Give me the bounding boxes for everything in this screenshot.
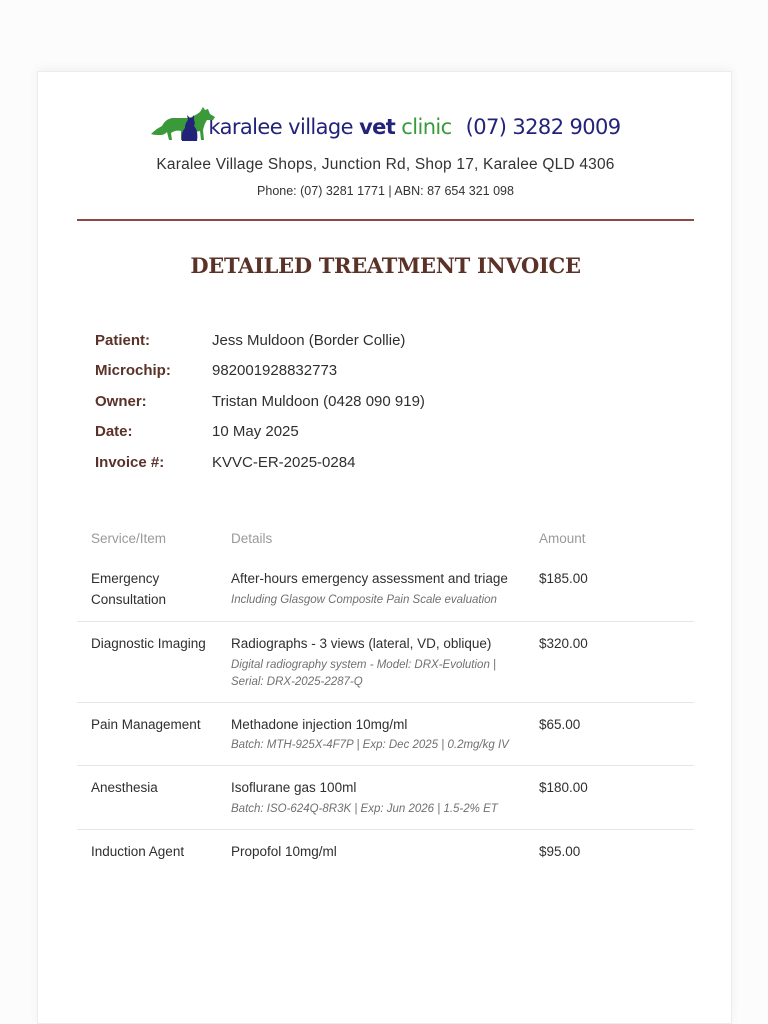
header-details: Details [231, 531, 273, 546]
row-details-main: After-hours emergency assessment and triage [231, 571, 508, 586]
table-row [77, 557, 694, 622]
row-details [231, 715, 539, 755]
row-details-main: Propofol 10mg/ml [231, 843, 337, 859]
row-item: Pain Management [91, 716, 201, 732]
clinic-address: Karalee Village Shops, Junction Rd, Shop 17, Karalee QLD 4306 [156, 156, 615, 173]
info-label: Date: [95, 423, 133, 441]
header-amount: Amount [539, 531, 586, 546]
info-value: 982001928832773 [212, 362, 338, 380]
info-value: KVVC-ER-2025-0284 [212, 453, 356, 471]
row-details-main: Isoflurane gas 100ml [231, 780, 357, 795]
row-item: Emergency Consultation [91, 571, 167, 607]
table-row [77, 703, 694, 767]
row-details-main: Radiographs - 3 views (lateral, VD, oblique) [231, 636, 492, 651]
row-amount: $95.00 [539, 843, 581, 859]
dog-and-cat-silhouette-icon [150, 104, 218, 144]
row-details [231, 634, 539, 691]
row-amount: $320.00 [539, 636, 588, 651]
row-amount: $185.00 [539, 571, 588, 586]
clinic-name-clinic: clinic [395, 115, 452, 139]
row-amount: $65.00 [539, 716, 581, 732]
services-table [77, 531, 694, 873]
info-value: 10 May 2025 [212, 423, 299, 441]
info-label: Owner: [95, 392, 147, 410]
clinic-name-vet: vet [359, 115, 396, 139]
row-item: Diagnostic Imaging [91, 636, 206, 651]
info-value: Jess Muldoon (Border Collie) [212, 331, 406, 349]
table-header [77, 531, 694, 557]
patient-info [95, 325, 425, 478]
info-value: Tristan Muldoon (0428 090 919) [212, 392, 425, 410]
info-row-owner [95, 386, 425, 417]
invoice-page [37, 71, 732, 1024]
row-details [231, 778, 539, 818]
row-details-main: Methadone injection 10mg/ml [231, 716, 408, 732]
info-label: Patient: [95, 331, 151, 349]
header-service-item: Service/Item [91, 531, 167, 546]
clinic-logo-phone: (07) 3282 9009 [465, 115, 621, 139]
header-divider [77, 219, 694, 221]
info-label: Microchip: [95, 362, 171, 380]
row-details [231, 842, 539, 863]
row-details-note: Batch: ISO-624Q-8R3K | Exp: Jun 2026 | 1.5-2% ET [231, 802, 498, 815]
table-row [77, 766, 694, 830]
clinic-name: karalee village [208, 115, 360, 139]
row-item: Induction Agent [91, 843, 185, 859]
info-row-microchip [95, 356, 425, 387]
row-details-note: Including Glasgow Composite Pain Scale evaluation [231, 593, 497, 606]
row-details [231, 569, 539, 610]
clinic-logo-wordmark [208, 115, 620, 139]
row-details-note: Digital radiography system - Model: DRX-Evolution | Serial: DRX-2025-2287-Q [231, 658, 497, 688]
info-row-invoice-number [95, 447, 425, 478]
info-row-date [95, 417, 425, 448]
clinic-contact: Phone: (07) 3281 1771 | ABN: 87 654 321 098 [257, 184, 514, 198]
table-row [77, 830, 694, 874]
row-details-note: Batch: MTH-925X-4F7P | Exp: Dec 2025 | 0.2mg/kg IV [231, 739, 509, 751]
table-row [77, 622, 694, 703]
clinic-logo [38, 107, 732, 147]
row-amount: $180.00 [539, 780, 588, 795]
info-label: Invoice #: [95, 453, 165, 471]
info-row-patient [95, 325, 425, 356]
row-item: Anesthesia [91, 780, 158, 795]
invoice-title: DETAILED TREATMENT INVOICE [190, 253, 581, 278]
